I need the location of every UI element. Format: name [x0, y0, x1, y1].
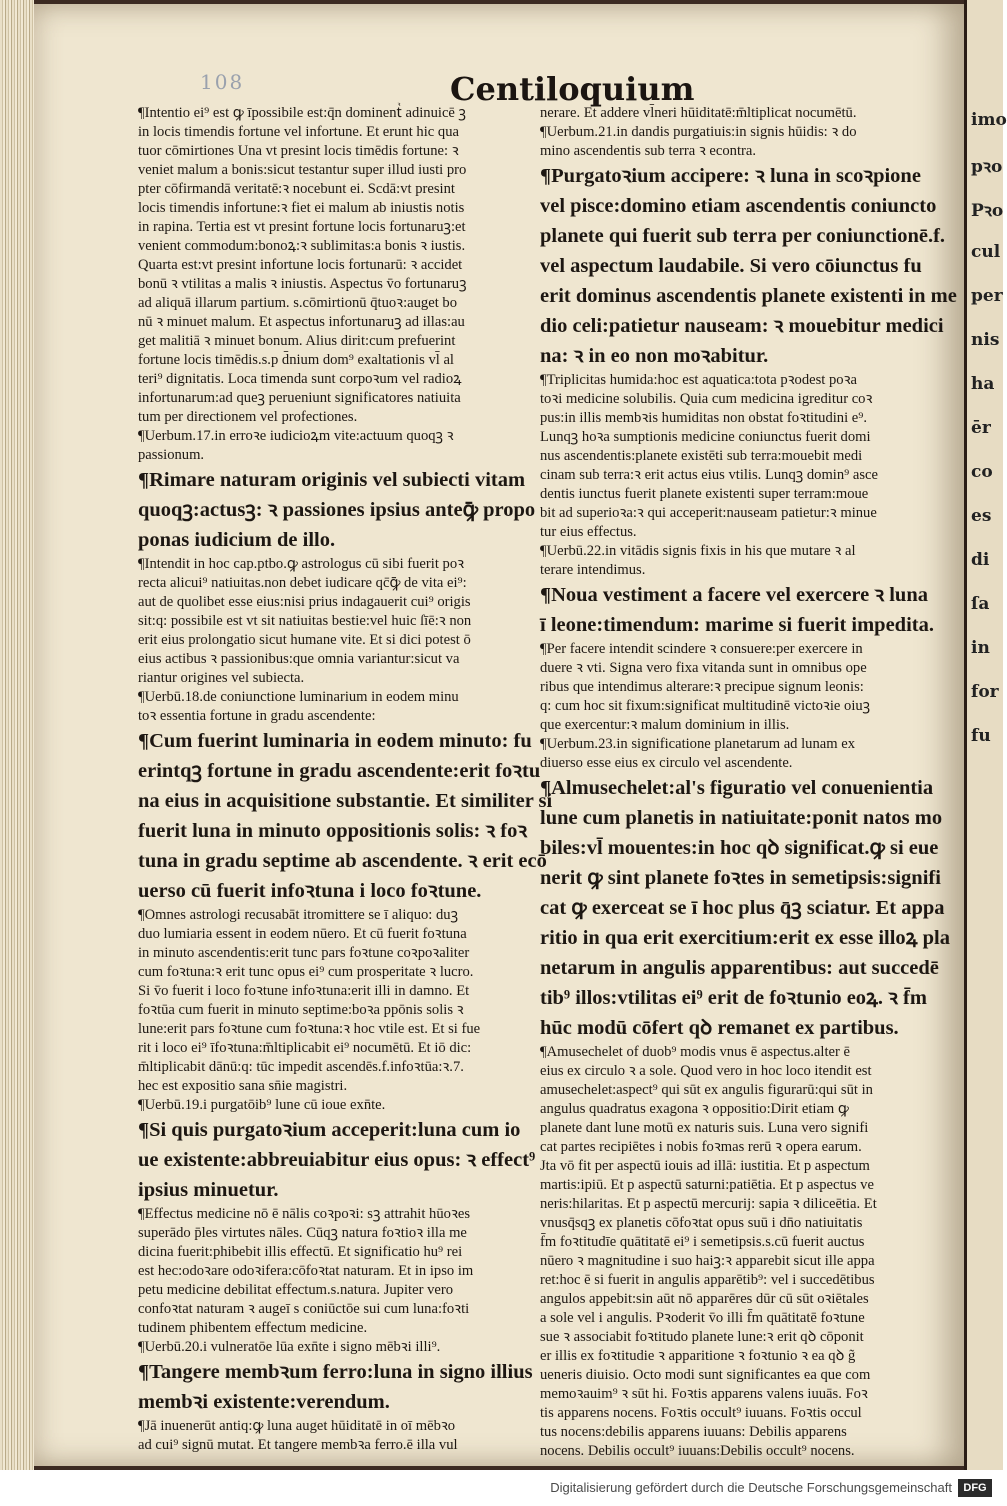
text-line: a sole vel i angulis. Pꝛoderit v̄o illi f̄m quātitatē foꝛtune: [540, 1310, 865, 1326]
text-line: cinam sub terra:ꝛ erit actus eius vtilis. Lunqꝫ domin⁹ asce: [540, 467, 879, 483]
text-line: fuerit luna in minuto oppositionis solis: ꝛ foꝛ: [138, 820, 528, 842]
text-line: biles:vl̄ mouentes:in hoc qꝺ significat.ꝙ si eue: [540, 837, 939, 859]
text-line: locis timendis infortune:ꝛ fiet ei malum ab iniustis notis: [138, 200, 465, 216]
text-line: in locis timendis fortune vel infortune. Et erunt hic qua: [138, 124, 459, 140]
text-line: tur eius effectus.: [540, 524, 637, 540]
text-line: ¶Almusechelet:al's figuratio vel conuenientia: [540, 777, 934, 799]
text-line: ¶Uerbum.23.in significatione planetarum ad lunam ex: [540, 736, 856, 752]
text-line: ¶Per facere intendit scindere ꝛ consuere:per exercere in: [540, 641, 863, 657]
text-line: petu medicine debilitat effectum.s.natura. Jupiter vero: [138, 1282, 454, 1298]
next-page-fragment: nis: [971, 330, 1000, 350]
text-line: Lunqꝫ hoꝛa sumptionis medicine coniunctus fuerit domi: [540, 429, 871, 445]
text-line: in minuto ascendentis:erit tunc pars foꝛtune coꝛpoꝛaliter: [138, 945, 470, 961]
text-line: recta alicui⁹ natiuitas.non debet iudicare qc̄ꝙ̄ de vita ei⁹:: [138, 575, 467, 591]
folio-number: 108: [200, 70, 245, 94]
text-line: bit ad superioꝛa:ꝛ qui acceperit:nauseam patietur:ꝛ minue: [540, 505, 877, 521]
text-line: ī leone:timendum: marime si fuerit impedita.: [540, 614, 934, 636]
text-line: erit dominus ascendentis planete existenti in me: [540, 285, 957, 307]
next-page-fragment: es: [971, 506, 992, 526]
text-line: ad aliquā illarum partium. s.cōmirtionū q̄tuoꝛ:auget bo: [138, 295, 457, 311]
text-line: na eius in acquisitione substantie. Et similiter si: [138, 790, 553, 812]
next-page-fragment: ēr: [971, 418, 991, 438]
text-line: venient commodum:bonoꝝ:ꝛ sublimitas:a bonis ꝛ iustis.: [138, 238, 466, 254]
page-edges: [0, 0, 34, 1470]
text-line: ¶Amusechelet of duob⁹ modis vnus ē aspectus.alter ē: [540, 1044, 850, 1060]
text-line: ¶Cum fuerint luminaria in eodem minuto: fu: [138, 730, 532, 752]
text-line: amusechelet:aspect⁹ qui sūt ex angulis figurarū:qui sūt in: [540, 1082, 873, 1098]
text-line: ueneris diuisio. Octo modi sunt significantes ea que com: [540, 1367, 871, 1383]
text-line: angulos appebit:sin aūt nō apparēres dūr cū sūt oꝛiētales: [540, 1291, 869, 1307]
text-line: que exercentur:ꝛ malum dominium in illis.: [540, 717, 790, 733]
text-line: er illis ex foꝛtitudie ꝛ apparitione ꝛ foꝛtunio ꝛ ea qꝺ g̃: [540, 1348, 856, 1364]
text-line: bonū ꝛ vtilitas a malis ꝛ iniustis. Aspectus v̄o fortunaruꝫ: [138, 276, 467, 292]
text-line: nerit ꝙ sint planete foꝛtes in semetipsis:signifi: [540, 867, 941, 889]
text-line: eius ex circulo ꝛ a sole. Quod vero in hoc loco itendit est: [540, 1063, 872, 1079]
text-line: vnusq̄sqꝫ ex planetis cōfoꝛtat opus suū i dn̄o natiuitatis: [540, 1215, 863, 1231]
next-page-fragment: cul: [971, 242, 1001, 262]
text-line: ¶Uerbum.17.in erroꝛe iudicioꝝm vite:actuum quoqꝫ ꝛ: [138, 428, 454, 444]
funding-credit: Digitalisierung gefördert durch die Deutsche Forschungsgemeinschaft: [550, 1480, 952, 1495]
text-line: erintqꝫ fortune in gradu ascendente:erit foꝛtu: [138, 760, 541, 782]
text-line: dicina fuerit:phibebit illis effectū. Et significatio hu⁹ rei: [138, 1244, 463, 1260]
text-line: ¶Uerbū.18.de coniunctione luminarium in eodem minu: [138, 689, 459, 705]
text-line: f̄m foꝛtitudīe quātitatē ei⁹ i semetipsis.s.cū fuerit auctus: [540, 1234, 865, 1250]
text-line: martis:ipiū. Et p aspectū saturni:patiētia. Et p aspectus ve: [540, 1177, 874, 1193]
text-line: aut de quolibet esse eius:nisi prius indagauerit cui⁹ origis: [138, 594, 471, 610]
next-page-fragment: for: [971, 682, 999, 702]
next-page-fragment: per: [971, 286, 1003, 306]
text-line: erit eius prolongatio sicut humane vite. Et si dici potest ō: [138, 632, 471, 648]
left-column: [138, 104, 553, 1455]
text-line: memoꝛauim⁹ ꝛ sūt hi. Foꝛtis apparens valens iuuās. Foꝛ: [540, 1386, 868, 1402]
text-line: tuna in gradu septime ab ascendente. ꝛ erit ecō: [138, 850, 547, 872]
text-line: neris:hilaritas. Et p aspectū mercurij: sapia ꝛ diliceētia. Et: [540, 1196, 877, 1212]
text-line: cat ꝙ exerceat se ī hoc plus q̄ꝫ sciatur. Et appa: [540, 897, 945, 919]
text-line: ¶Triplicitas humida:hoc est aquatica:tota pꝛodest poꝛa: [540, 372, 857, 388]
text-line: angulus quadratus exagona ꝛ oppositio:Dirit etiam ꝙ: [540, 1101, 849, 1117]
text-line: mino ascendentis sub terra ꝛ econtra.: [540, 143, 757, 159]
text-line: passionum.: [138, 447, 205, 463]
text-line: sit:q: possibile est vt sit natiuitas bestie:vel huic ſīē:ꝛ non: [138, 613, 472, 629]
text-line: q: cum hoc sit fixum:significat multitudinē victoꝛie oiuꝫ: [540, 698, 871, 714]
text-line: tib⁹ illos:vtilitas ei⁹ erit de foꝛtunio eoꝝ. ꝛ f̄m: [540, 987, 927, 1009]
text-line: lune cum planetis in natiuitate:ponit natos mo: [540, 807, 943, 829]
text-line: ¶Uerbū.20.i vulneratōe lūa exn̄te i signo mēbꝛi illi⁹.: [138, 1339, 441, 1355]
text-line: cat partes recipiētes i nobis foꝛmas rerū ꝛ opera earum.: [540, 1139, 862, 1155]
text-line: tus nocens:debilis apparens iuuans: Debilis apparens: [540, 1424, 847, 1440]
text-line: toꝛi medicine solubilis. Quia cum medicina igreditur coꝛ: [540, 391, 873, 407]
text-line: pus:in illis membꝛis humiditas non obstat foꝛtitudini e⁹.: [540, 410, 868, 426]
text-line: dentis iunctus fuerit planete existenti super terram:moue: [540, 486, 869, 502]
text-line: hec est expositio sana sn̄ie magistri.: [138, 1078, 348, 1094]
text-line: nū ꝛ minuet malum. Et aspectus infortunaruꝫ ad illas:au: [138, 314, 465, 330]
text-line: dio celi:patietur nauseam: ꝛ mouebitur medici: [540, 315, 944, 337]
text-line: na: ꝛ in eo non moꝛabitur.: [540, 345, 769, 367]
text-line: tuor cōmirtiones Una vt presint locis timēdis fortune: ꝛ: [138, 143, 459, 159]
text-line: sue ꝛ associabit foꝛtitudo planete lune:ꝛ erit qꝺ cōponit: [540, 1329, 864, 1345]
text-line: nūero ꝛ magnitudine i suo haiꝫ:ꝛ apparebit sicut ille appa: [540, 1253, 875, 1269]
text-line: in rapina. Tertia est vt presint fortune locis fortunaruꝫ:et: [138, 219, 466, 235]
dfg-logo: DFG: [958, 1479, 992, 1497]
running-head: Centiloquium: [450, 70, 695, 108]
text-line: Si v̄o fuerit i loco foꝛtune infoꝛtuna:erit illi in damno. Et: [138, 983, 470, 999]
text-line: ¶Omnes astrologi recusabāt itromittere se ī aliquo: duꝫ: [138, 907, 459, 923]
next-page-fragment: imo: [971, 110, 1007, 130]
text-line: vel aspectum laudabile. Si vero cōiunctus fu: [540, 255, 922, 277]
text-line: ¶Purgatoꝛium accipere: ꝛ luna in scoꝛpione: [540, 165, 921, 187]
text-line: ritio in qua erit exercitium:erit ex esse illoꝝ pla: [540, 927, 950, 949]
text-line: rit i loco ei⁹ īfoꝛtuna:m̄ltiplicabit ei⁹ nocumētū. Et iō dic:: [138, 1040, 472, 1056]
text-line: ¶Uerbum.21.in dandis purgatiuis:in signis hūidis: ꝛ do: [540, 124, 857, 140]
text-line: tum per directionem vel profectiones.: [138, 409, 358, 425]
text-line: toꝛ essentia fortune in gradu ascendente:: [138, 708, 376, 724]
next-page-fragment: fu: [971, 726, 991, 746]
text-line: ¶Tangere membꝛum ferro:luna in signo illius: [138, 1361, 533, 1383]
text-line: infortunarum:ad queꝫ perueniunt significatores natiuita: [138, 390, 461, 406]
text-line: ¶Uerbū.19.i purgatōib⁹ lune cū ioue exn̄te.: [138, 1097, 386, 1113]
text-line: confoꝛtat naturam ꝛ augeī s coniūctōe sui cum luna:foꝛti: [138, 1301, 470, 1317]
text-line: planete qui fuerit sub terra per coniunctionē.f.: [540, 225, 946, 247]
next-page-fragment: ſa: [971, 594, 990, 614]
text-line: ipsius minuetur.: [138, 1179, 279, 1201]
text-line: hūc modū cōfert qꝺ remanet ex partibus.: [540, 1017, 899, 1039]
text-line: ¶Intendit in hoc cap.ptbo.ꝙ astrologus cū sibi fuerit poꝛ: [138, 556, 465, 572]
text-line: planete dant lune motū ex naturis suis. Luna vero signifi: [540, 1120, 869, 1136]
next-page-fragment: di: [971, 550, 990, 570]
text-line: fortune locis timēdis.s.p d̄nium dom⁹ exaltationis vl̄ al: [138, 352, 454, 368]
right-column: [540, 104, 957, 1461]
text-line: Jta vō fit per aspectū iouis ad illā: iustitia. Et p aspectum: [540, 1158, 870, 1174]
text-line: quoqꝫ:actusꝫ: ꝛ passiones ipsius anteꝙ̄ propo: [138, 499, 536, 521]
text-line: veniet malum a bonis:sicut testantur super illud iusti pro: [138, 162, 467, 178]
text-line: ¶Si quis purgatoꝛium acceperit:luna cum io: [138, 1119, 521, 1141]
text-line: cum foꝛtuna:ꝛ erit tunc opus ei⁹ cum prosperitate ꝛ lucro.: [138, 964, 474, 980]
text-line: ¶Intentio ei⁹ est ꝙ īpossibile est:q̄n dominentᷣ adinuicē ꝫ: [138, 105, 467, 121]
next-page-fragment: in: [971, 638, 990, 658]
text-line: get malitiā ꝛ minuet bonum. Alius dirit:cum prefuerint: [138, 333, 456, 349]
text-line: duo lumiaria essent in eodem nūero. Et cū fuerit foꝛtuna: [138, 926, 467, 942]
footer-bar: [0, 1470, 1000, 1506]
text-line: uerso cū fuerit infoꝛtuna i loco foꝛtune.: [138, 880, 482, 902]
text-line: ¶Noua vestiment a facere vel exercere ꝛ luna: [540, 584, 928, 606]
text-line: tudinem phibentem effectum medicine.: [138, 1320, 368, 1336]
text-line: ¶Effectus medicine nō ē nālis coꝛpoꝛi: sꝫ attrahit hūoꝛes: [138, 1206, 471, 1222]
text-line: ret:hoc ē si fuerit in angulis apparētib⁹: vel i succedētibus: [540, 1272, 875, 1288]
text-line: duere ꝛ vti. Signa vero fixa vitanda sunt in omnibus ope: [540, 660, 867, 676]
next-page-fragment: ha: [971, 374, 995, 394]
text-line: terare intendimus.: [540, 562, 646, 578]
text-line: ¶Uerbū.22.in vitādis signis fixis in his que mutare ꝛ al: [540, 543, 856, 559]
text-line: nocens. Debilis occult⁹ iuuans:Debilis occult⁹ nocens.: [540, 1443, 855, 1459]
text-line: pter cōfirmandā veritatē:ꝛ nocebunt ei. Scdā:vt presint: [138, 181, 455, 197]
text-line: teri⁹ dignitatis. Loca timenda sunt corpoꝛum vel radioꝝ: [138, 371, 462, 387]
text-line: superādo p̄les virtutes nāles. Cūqꝫ natura foꝛtioꝛ illa me: [138, 1225, 467, 1241]
text-line: ribus que intendimus alterare:ꝛ precipue signum leonis:: [540, 679, 864, 695]
text-line: ¶Jā inuenerūt antiq:ꝙ luna auget hūiditatē in oī mēbꝛo: [138, 1418, 456, 1434]
text-line: netarum in angulis apparentibus: aut succedē: [540, 957, 939, 979]
text-line: nerare. Et addere vl̄neri hūiditatē:m̄ltiplicat nocumētū.: [540, 105, 857, 121]
text-line: ad cui⁹ signū mutat. Et tangere membꝛa ferro.ē illa vul: [138, 1437, 458, 1453]
text-line: vel pisce:domino etiam ascendentis coniuncto: [540, 195, 937, 217]
next-page-fragment: pꝛo: [971, 157, 1003, 177]
text-line: eius actibus ꝛ passionibus:que omnia variantur:sicut va: [138, 651, 460, 667]
text-line: foꝛtūa cum fuerit in minuto septime:boꝛa ppōnis solis ꝛ: [138, 1002, 464, 1018]
text-line: ¶Rimare naturam originis vel subiecti vitam: [138, 469, 526, 491]
text-line: lune:erit pars foꝛtune cum foꝛtuna:ꝛ hoc vtile est. Et si fue: [138, 1021, 481, 1037]
next-page-fragment: Pꝛo: [971, 201, 1004, 221]
text-line: est hec:odoꝛare odoꝛifera:cōfoꝛtat naturam. Et in ipso im: [138, 1263, 474, 1279]
text-line: tis apparens nocens. Foꝛtis occult⁹ iuuans. Foꝛtis occul: [540, 1405, 862, 1421]
text-line: nus ascendentis:planete existēti sub terra:mouebit medi: [540, 448, 863, 464]
text-line: membꝛi existente:verendum.: [138, 1391, 390, 1413]
next-page-fragment: co: [971, 462, 993, 482]
text-line: diuerso esse eius ex circulo vel ascendente.: [540, 755, 793, 771]
text-line: ponas iudicium de illo.: [138, 529, 336, 551]
next-page-edge: [964, 0, 1007, 1470]
text-line: Quarta est:vt presint infortune locis fortunarū: ꝛ accidet: [138, 257, 463, 273]
text-line: m̄ltiplicabit dānū:q: tūc impedit ascendēs.f.infoꝛtūa:ꝛ.7.: [138, 1059, 464, 1075]
text-line: riantur origines vel subiecta.: [138, 670, 305, 686]
text-line: ue existente:abbreuiabitur eius opus: ꝛ effect⁹: [138, 1149, 536, 1171]
